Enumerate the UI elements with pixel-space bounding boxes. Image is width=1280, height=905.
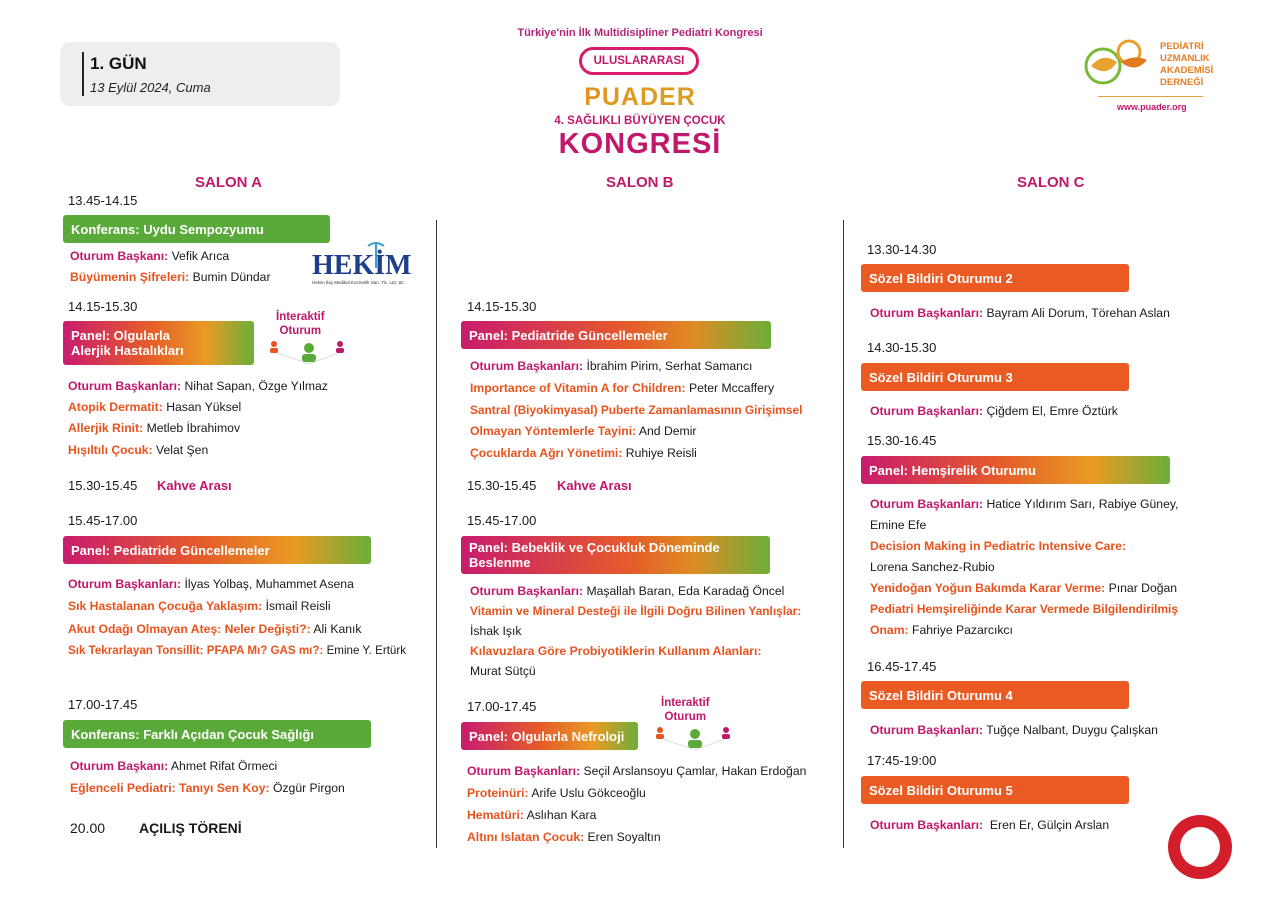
- session-line: Oturum Başkanı: Ahmet Rifat Örmeci: [70, 759, 278, 773]
- session-line: Oturum Başkanı: Vefik Arıca: [70, 249, 230, 263]
- logo-text: PEDİATRİ UZMANLIK AKADEMİSİ DERNEĞİ: [1160, 41, 1214, 88]
- session-time: 20.00: [70, 820, 106, 836]
- session-time: 17.00-17.45: [68, 697, 138, 712]
- university-seal-icon: [1168, 815, 1232, 879]
- session-line: Onam: Fahriye Pazarcıkcı: [870, 623, 1013, 637]
- session-time: 17:45-19:00: [867, 753, 937, 768]
- session-line: Eğlenceli Pediatri: Tanıyı Sen Koy: Özgür Pirgon: [70, 781, 345, 795]
- session-line: Oturum Başkanları: İbrahim Pirim, Serhat Samancı: [470, 359, 753, 373]
- session-line: Allerjik Rinit: Metleb İbrahimov: [68, 421, 241, 435]
- salon-b-heading: SALON B: [606, 174, 674, 191]
- people-icon: [264, 338, 354, 368]
- session-header: Sözel Bildiri Oturumu 5: [861, 776, 1129, 804]
- session-line: Altını Islatan Çocuk: Eren Soyaltın: [467, 830, 661, 844]
- coffee-break: Kahve Arası: [157, 478, 232, 493]
- session-line: Yenidoğan Yoğun Bakımda Karar Verme: Pınar Doğan: [870, 581, 1178, 595]
- congress-subtitle: 4. SAĞLIKLI BÜYÜYEN ÇOCUK: [554, 115, 726, 127]
- session-line: Oturum Başkanları: Seçil Arslansoyu Çamlar, Hakan Erdoğan: [467, 764, 807, 778]
- session-time: 15.30-15.45: [467, 478, 537, 493]
- session-line: Santral (Biyokimyasal) Puberte Zamanlamasının Girişimsel: [470, 403, 803, 417]
- session-header: Panel: Olgularla Alerjik Hastalıkları: [63, 321, 254, 365]
- session-line: Oturum Başkanları: Çiğdem El, Emre Öztürk: [870, 404, 1118, 418]
- session-line: Oturum Başkanları: Bayram Ali Dorum, Törehan Aslan: [870, 306, 1170, 320]
- session-line: Hışıltılı Çocuk: Velat Şen: [68, 443, 209, 457]
- session-header: Sözel Bildiri Oturumu 3: [861, 363, 1129, 391]
- session-time: 14.30-15.30: [867, 340, 937, 355]
- day-title: 1. GÜN: [90, 54, 147, 73]
- session-line: Pediatri Hemşireliğinde Karar Vermede Bilgilendirilmiş: [870, 602, 1178, 616]
- svg-text:HEKİM: HEKİM: [312, 250, 412, 281]
- session-line: Importance of Vitamin A for Children: Peter Mccaffery: [470, 381, 775, 395]
- session-line: Olmayan Yöntemlerle Tayini: And Demir: [470, 424, 697, 438]
- session-line: Proteinüri: Arife Uslu Gökceoğlu: [467, 786, 646, 800]
- session-line: Oturum Başkanları: Nihat Sapan, Özge Yılmaz: [68, 379, 328, 393]
- session-line: İshak Işık: [470, 624, 522, 638]
- session-line: Oturum Başkanları: Maşallah Baran, Eda Karadağ Öncel: [470, 584, 785, 598]
- session-line: Akut Odağı Olmayan Ateş: Neler Değişti?: Ali Kanık: [68, 622, 362, 636]
- session-line: Oturum Başkanları: Eren Er, Gülçin Arslan: [870, 818, 1110, 832]
- session-line: Kılavuzlara Göre Probiyotiklerin Kullanım Alanları:: [470, 644, 762, 658]
- interactive-session-label: İnteraktif Oturum: [661, 697, 710, 723]
- session-time: 13.30-14.30: [867, 242, 937, 257]
- session-line: Atopik Dermatit: Hasan Yüksel: [68, 400, 242, 414]
- session-header: Sözel Bildiri Oturumu 4: [861, 681, 1129, 709]
- session-line: Hematüri: Aslıhan Kara: [467, 808, 597, 822]
- session-time: 15.45-17.00: [68, 513, 138, 528]
- session-header: Konferans: Uydu Sempozyumu: [63, 215, 330, 243]
- session-line: Emine Efe: [870, 518, 927, 532]
- session-header: Konferans: Farklı Açıdan Çocuk Sağlığı: [63, 720, 371, 748]
- logo-url: www.puader.org: [1117, 102, 1187, 112]
- session-time: 15.30-16.45: [867, 433, 937, 448]
- session-header: Panel: Bebeklik ve Çocukluk Döneminde Beslenme: [461, 536, 770, 574]
- session-line: Murat Sütçü: [470, 664, 536, 678]
- session-line: Lorena Sanchez-Rubio: [870, 560, 995, 574]
- session-time: 14.15-15.30: [68, 299, 138, 314]
- session-line: Oturum Başkanları: Tuğçe Nalbant, Duygu Çalışkan: [870, 723, 1158, 737]
- people-icon: [650, 724, 740, 754]
- session-line: Decision Making in Pediatric Intensive Care:: [870, 539, 1127, 553]
- session-line: Çocuklarda Ağrı Yönetimi: Ruhiye Reisli: [470, 446, 697, 460]
- session-time: 15.45-17.00: [467, 513, 537, 528]
- congress-title: KONGRESİ: [558, 128, 722, 160]
- session-header: Panel: Hemşirelik Oturumu: [861, 456, 1170, 484]
- session-line: Oturum Başkanları: İlyas Yolbaş, Muhammet Asena: [68, 577, 354, 591]
- salon-c-heading: SALON C: [1017, 174, 1085, 191]
- brand-name: PUADER: [0, 83, 1280, 112]
- opening-ceremony: AÇILIŞ TÖRENİ: [139, 820, 242, 836]
- session-header: Sözel Bildiri Oturumu 2: [861, 264, 1129, 292]
- international-pill: ULUSLARARASI: [579, 47, 699, 75]
- session-header: Panel: Olgularla Nefroloji: [461, 722, 638, 750]
- session-line: Sık Tekrarlayan Tonsillit: PFAPA Mı? GAS mı?: Emine Y. Ertürk: [68, 644, 407, 657]
- session-time: 15.30-15.45: [68, 478, 138, 493]
- session-header: Panel: Pediatride Güncellemeler: [461, 321, 771, 349]
- session-line: Sık Hastalanan Çocuğa Yaklaşım: İsmail Reisli: [68, 599, 331, 613]
- svg-text:Hekim İlaç Medikal Kozmetik Sa: Hekim İlaç Medikal Kozmetik San. Tic. Ltd. Şti.: [312, 280, 405, 285]
- session-line: Büyümenin Şifreleri: Bumin Dündar: [70, 270, 271, 284]
- salon-a-heading: SALON A: [195, 174, 262, 191]
- session-time: 13.45-14.15: [68, 193, 138, 208]
- column-divider: [843, 220, 844, 848]
- session-time: 14.15-15.30: [467, 299, 537, 314]
- session-line: Vitamin ve Mineral Desteği ile İlgili Doğru Bilinen Yanlışlar:: [470, 604, 802, 618]
- session-line: Oturum Başkanları: Hatice Yıldırım Sarı, Rabiye Güney,: [870, 497, 1179, 511]
- session-time: 17.00-17.45: [467, 699, 537, 714]
- coffee-break: Kahve Arası: [557, 478, 632, 493]
- interactive-session-label: İnteraktif Oturum: [276, 311, 325, 337]
- session-time: 16.45-17.45: [867, 659, 937, 674]
- congress-tagline: Türkiye'nin İlk Multidisipliner Pediatri Kongresi: [517, 27, 763, 39]
- column-divider: [436, 220, 437, 848]
- logo-divider: [1098, 96, 1203, 97]
- hekim-logo-icon: [310, 238, 420, 288]
- session-header: Panel: Pediatride Güncellemeler: [63, 536, 371, 564]
